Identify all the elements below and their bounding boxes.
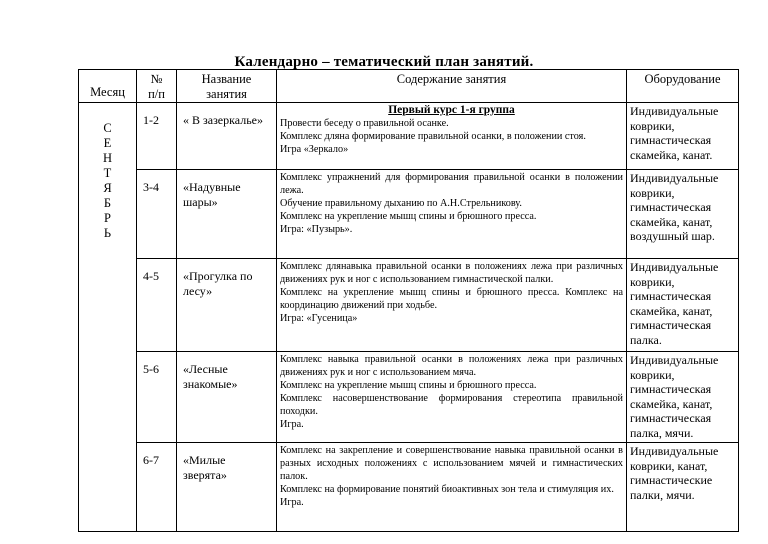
number-header-line2: п/п: [148, 87, 165, 101]
month-header: Месяц: [79, 70, 137, 103]
equipment-line: палка.: [630, 332, 662, 347]
month-letter: Т: [103, 166, 112, 180]
content-line: Игра: «Гусеница»: [280, 313, 358, 324]
lesson-plan-table: [78, 69, 739, 532]
lesson-content: [277, 259, 627, 352]
lesson-name-line: лесу»: [183, 284, 213, 298]
lesson-name-line: «Милые: [183, 453, 226, 467]
equipment-line: коврики, канат,: [630, 458, 708, 473]
lesson-name-line: «Надувные: [183, 180, 241, 194]
equipment-header: Оборудование: [627, 70, 739, 103]
lesson-equipment: [627, 352, 739, 443]
lesson-number: 4-5: [137, 259, 177, 352]
content-line: Комплекс длянавыка правильной осанки в положениях лежа при различных движениях рук и ног с использованием гимнастической палки.: [280, 261, 623, 285]
lesson-equipment: [627, 443, 739, 532]
content-line: Комплекс дляна формирование правильной осанки, в положении стоя.: [280, 131, 586, 142]
equipment-line: Индивидуальные: [630, 104, 719, 118]
table-row: [79, 443, 739, 532]
content-line: Игра: «Пузырь».: [280, 224, 353, 235]
lesson-content: [277, 170, 627, 259]
lesson-equipment: [627, 170, 739, 259]
lesson-name: [177, 103, 277, 170]
content-line: Комплекс на укрепление мышц спины и брюшного пресса.: [280, 380, 537, 391]
content-line: Комплекс навыка правильной осанки в положениях лежа при различных движениях рук и ног с использованием мяча.: [280, 354, 623, 378]
month-letter: Е: [103, 136, 112, 150]
page-title: Календарно – тематический план занятий.: [234, 54, 534, 70]
lesson-name-line: зверята»: [183, 468, 227, 482]
equipment-line: скамейка, канат,: [630, 396, 713, 411]
equipment-line: гимнастическая: [630, 382, 712, 396]
content-line: Комплекс на закрепление и совершенствование навыка правильной осанки в разных исходных положениях с использованием мячей и гимнастических палок.: [280, 445, 623, 482]
equipment-line: палка, мячи.: [630, 425, 694, 440]
group-title: Первый курс 1-я группа: [388, 104, 515, 116]
month-letter: Р: [104, 211, 111, 225]
lesson-name: [177, 259, 277, 352]
content-line: Провести беседу о правильной осанке.: [280, 118, 449, 129]
equipment-line: скамейка, канат,: [630, 214, 713, 229]
lesson-name-line: знакомые»: [183, 377, 238, 391]
equipment-line: Индивидуальные: [630, 260, 719, 274]
lesson-name: [177, 443, 277, 532]
table-row: [79, 170, 739, 259]
content-line: Игра.: [280, 419, 304, 430]
equipment-line: Индивидуальные: [630, 353, 719, 367]
month-letter: С: [103, 121, 112, 135]
month-letter: Ь: [103, 226, 112, 240]
content-line: Комплекс на укрепление мышц спины и брюшного пресса.: [280, 211, 537, 222]
content-line: Комплекс на формирование понятий биоактивных зон тела и стимуляция их.: [280, 484, 614, 495]
equipment-line: воздушный шар.: [630, 229, 715, 243]
equipment-line: коврики,: [630, 367, 675, 382]
equipment-line: коврики,: [630, 185, 675, 200]
equipment-line: гимнастическая: [630, 411, 712, 425]
month-letter: Б: [103, 196, 112, 210]
lesson-number: 6-7: [137, 443, 177, 532]
equipment-line: Индивидуальные: [630, 444, 719, 458]
lesson-content: [277, 443, 627, 532]
table-row: [79, 352, 739, 443]
lesson-name-line: « В зазеркалье»: [183, 113, 264, 127]
lesson-equipment: [627, 103, 739, 170]
month-cell: [79, 103, 137, 532]
equipment-line: гимнастические: [630, 473, 713, 487]
content-line: Комплекс упражнений для формирования правильной осанки в положении лежа.: [280, 172, 623, 196]
equipment-line: палки, мячи.: [630, 487, 695, 502]
lesson-name-line: шары»: [183, 195, 218, 209]
name-header-line1: Название: [201, 72, 252, 86]
lesson-name: [177, 170, 277, 259]
name-header: [177, 70, 277, 103]
equipment-line: коврики,: [630, 274, 675, 289]
equipment-line: коврики,: [630, 118, 675, 133]
header-row: [79, 70, 739, 103]
equipment-line: гимнастическая: [630, 289, 712, 303]
content-line: Игра «Зеркало»: [280, 144, 349, 155]
content-header: Содержание занятия: [277, 70, 627, 103]
content-line: Комплекс на укрепление мышц спины и брюшного пресса. Комплекс на координацию движений при ходьбе.: [280, 287, 623, 311]
equipment-line: скамейка, канат,: [630, 303, 713, 318]
lesson-name: [177, 352, 277, 443]
content-line: Комплекс насовершенствование формирования стереотипа правильной походки.: [280, 393, 623, 417]
lesson-name-line: «Лесные: [183, 362, 228, 376]
equipment-line: гимнастическая: [630, 318, 712, 332]
lesson-number: 1-2: [137, 103, 177, 170]
number-header: [137, 70, 177, 103]
number-header-line1: №: [150, 72, 163, 86]
equipment-line: Индивидуальные: [630, 171, 719, 185]
month-letter: Я: [103, 181, 112, 195]
content-line: Обучение правильному дыханию по А.Н.Стрельникову.: [280, 198, 522, 209]
equipment-line: скамейка, канат.: [630, 147, 713, 162]
equipment-line: гимнастическая: [630, 200, 712, 214]
lesson-name-line: «Прогулка по: [183, 269, 253, 283]
lesson-number: 3-4: [137, 170, 177, 259]
content-line: Игра.: [280, 497, 304, 508]
lesson-content: [277, 103, 627, 170]
table-row: [79, 259, 739, 352]
table-row: [79, 103, 739, 170]
lesson-equipment: [627, 259, 739, 352]
lesson-content: [277, 352, 627, 443]
name-header-line2: занятия: [206, 87, 247, 101]
equipment-line: гимнастическая: [630, 133, 712, 147]
lesson-number: 5-6: [137, 352, 177, 443]
month-letter: Н: [102, 151, 113, 165]
